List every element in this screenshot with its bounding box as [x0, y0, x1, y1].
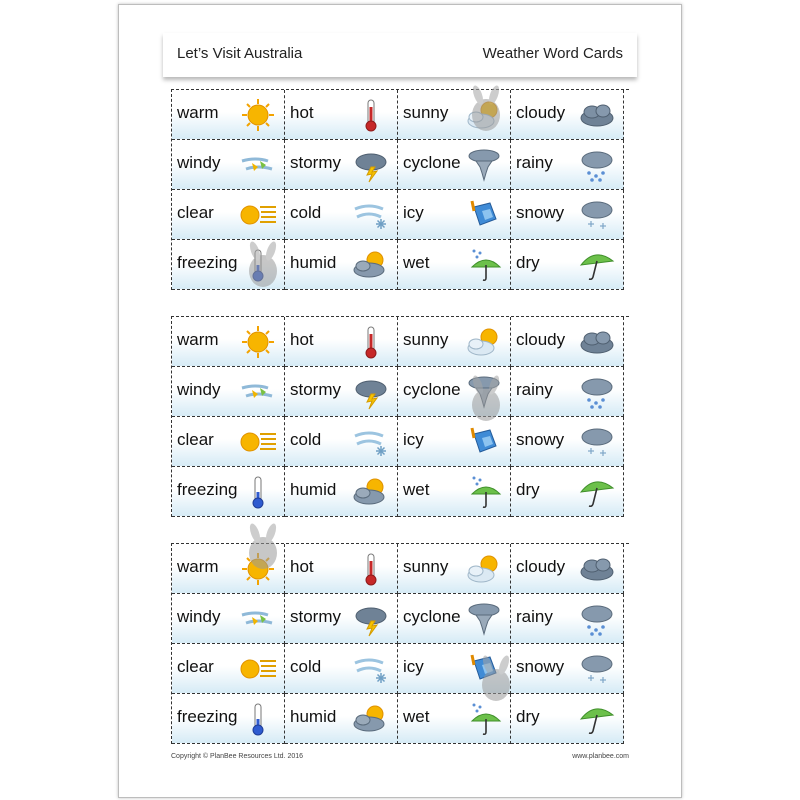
card-row — [172, 694, 629, 744]
word-card-clear — [172, 417, 285, 467]
storm-cloud-icon — [351, 601, 391, 637]
word-card-hot — [285, 90, 398, 140]
word-card-humid — [285, 240, 398, 290]
umbrella-rain-icon — [464, 474, 504, 510]
card-row — [172, 367, 629, 417]
card-word: wet — [403, 253, 430, 272]
storm-cloud-icon — [351, 147, 391, 183]
watermark-icon — [464, 375, 510, 429]
card-word: cold — [290, 657, 322, 676]
card-word: hot — [290, 103, 314, 122]
word-card-stormy — [285, 367, 398, 417]
snow-cloud-icon — [577, 424, 617, 460]
card-word: cyclone — [403, 607, 461, 626]
humid-cloud-icon — [351, 474, 391, 510]
watermark-icon — [464, 85, 510, 139]
word-card-wet — [398, 467, 511, 517]
word-card-humid — [285, 694, 398, 744]
word-card-clear — [172, 190, 285, 240]
card-word: rainy — [516, 380, 553, 399]
card-word: warm — [177, 330, 219, 349]
card-word: cyclone — [403, 153, 461, 172]
card-word: cloudy — [516, 103, 566, 122]
thermometer-hot-icon — [351, 97, 391, 133]
umbrella-icon — [577, 247, 617, 283]
humid-cloud-icon — [351, 247, 391, 283]
word-card-cloudy — [511, 544, 624, 594]
clear-sun-icon — [238, 651, 278, 687]
word-card-rainy — [511, 367, 624, 417]
card-row — [172, 417, 629, 467]
card-word: sunny — [403, 557, 449, 576]
card-word: clear — [177, 657, 214, 676]
card-word: windy — [177, 380, 221, 399]
card-set-1 — [171, 89, 629, 290]
card-word: icy — [403, 657, 424, 676]
word-card-rainy — [511, 140, 624, 190]
worksheet-page — [118, 4, 682, 798]
page-subtitle: Weather Word Cards — [482, 45, 623, 62]
card-word: dry — [516, 707, 540, 726]
word-card-cyclone — [398, 594, 511, 644]
dark-cloud-icon — [577, 551, 617, 587]
clear-sun-icon — [238, 197, 278, 233]
cold-wind-icon — [351, 651, 391, 687]
word-card-dry — [511, 240, 624, 290]
word-card-cold — [285, 190, 398, 240]
umbrella-icon — [577, 701, 617, 737]
umbrella-icon — [577, 474, 617, 510]
word-card-wet — [398, 240, 511, 290]
website-text: www.planbee.com — [572, 753, 629, 760]
card-word: warm — [177, 557, 219, 576]
card-word: cyclone — [403, 380, 461, 399]
snow-cloud-icon — [577, 651, 617, 687]
card-row — [172, 317, 629, 367]
card-word: wet — [403, 707, 430, 726]
card-word: rainy — [516, 153, 553, 172]
card-word: warm — [177, 103, 219, 122]
word-card-windy — [172, 140, 285, 190]
word-card-hot — [285, 544, 398, 594]
thermometer-hot-icon — [351, 324, 391, 360]
card-word: rainy — [516, 607, 553, 626]
word-card-snowy — [511, 644, 624, 694]
card-word: hot — [290, 330, 314, 349]
card-word: humid — [290, 480, 337, 499]
wind-icon — [238, 601, 278, 637]
word-card-cold — [285, 417, 398, 467]
tornado-icon — [464, 601, 504, 637]
card-row — [172, 90, 629, 140]
page-title: Let’s Visit Australia — [177, 45, 303, 62]
card-word: windy — [177, 153, 221, 172]
thermometer-cold-icon — [238, 474, 278, 510]
word-card-sunny — [398, 544, 511, 594]
card-set-2 — [171, 316, 629, 517]
card-word: sunny — [403, 103, 449, 122]
word-card-cold — [285, 644, 398, 694]
storm-cloud-icon — [351, 374, 391, 410]
ice-cube-icon — [464, 424, 504, 460]
card-word: stormy — [290, 380, 341, 399]
card-set-3 — [171, 543, 629, 744]
card-word: cloudy — [516, 330, 566, 349]
card-row — [172, 467, 629, 517]
card-word: humid — [290, 253, 337, 272]
card-word: freezing — [177, 707, 238, 726]
rain-cloud-icon — [577, 147, 617, 183]
humid-cloud-icon — [351, 701, 391, 737]
word-card-stormy — [285, 594, 398, 644]
cold-wind-icon — [351, 424, 391, 460]
word-card-freezing — [172, 467, 285, 517]
rain-cloud-icon — [577, 601, 617, 637]
card-word: cloudy — [516, 557, 566, 576]
tornado-icon — [464, 147, 504, 183]
card-row — [172, 190, 629, 240]
clear-sun-icon — [238, 424, 278, 460]
card-word: snowy — [516, 430, 565, 449]
card-word: icy — [403, 430, 424, 449]
card-word: freezing — [177, 480, 238, 499]
wind-icon — [238, 147, 278, 183]
sun-cloud-icon — [464, 324, 504, 360]
word-card-cloudy — [511, 90, 624, 140]
word-card-windy — [172, 594, 285, 644]
word-card-stormy — [285, 140, 398, 190]
card-word: clear — [177, 203, 214, 222]
card-word: cold — [290, 430, 322, 449]
card-word: freezing — [177, 253, 238, 272]
word-card-icy — [398, 190, 511, 240]
watermark-icon — [241, 241, 287, 295]
word-card-dry — [511, 694, 624, 744]
card-word: wet — [403, 480, 430, 499]
word-card-cloudy — [511, 317, 624, 367]
card-word: dry — [516, 480, 540, 499]
card-word: windy — [177, 607, 221, 626]
word-card-dry — [511, 467, 624, 517]
card-word: stormy — [290, 153, 341, 172]
word-card-clear — [172, 644, 285, 694]
card-word: hot — [290, 557, 314, 576]
watermark-icon — [241, 523, 287, 577]
card-word: snowy — [516, 203, 565, 222]
thermometer-hot-icon — [351, 551, 391, 587]
sun-icon — [238, 97, 278, 133]
word-card-snowy — [511, 417, 624, 467]
card-word: sunny — [403, 330, 449, 349]
word-card-windy — [172, 367, 285, 417]
card-word: stormy — [290, 607, 341, 626]
word-card-warm — [172, 90, 285, 140]
snow-cloud-icon — [577, 197, 617, 233]
card-word: humid — [290, 707, 337, 726]
word-card-humid — [285, 467, 398, 517]
card-word: snowy — [516, 657, 565, 676]
watermark-icon — [474, 655, 520, 709]
card-word: cold — [290, 203, 322, 222]
word-card-cyclone — [398, 140, 511, 190]
sun-icon — [238, 324, 278, 360]
cold-wind-icon — [351, 197, 391, 233]
header-band — [163, 33, 637, 77]
card-row — [172, 644, 629, 694]
sun-cloud-icon — [464, 551, 504, 587]
word-card-sunny — [398, 317, 511, 367]
card-word: clear — [177, 430, 214, 449]
word-card-rainy — [511, 594, 624, 644]
copyright-text: Copyright © PlanBee Resources Ltd. 2016 — [171, 753, 304, 760]
word-card-hot — [285, 317, 398, 367]
card-word: icy — [403, 203, 424, 222]
rain-cloud-icon — [577, 374, 617, 410]
umbrella-rain-icon — [464, 247, 504, 283]
word-card-freezing — [172, 694, 285, 744]
dark-cloud-icon — [577, 97, 617, 133]
thermometer-cold-icon — [238, 701, 278, 737]
card-word: dry — [516, 253, 540, 272]
word-card-snowy — [511, 190, 624, 240]
dark-cloud-icon — [577, 324, 617, 360]
ice-cube-icon — [464, 197, 504, 233]
card-row — [172, 594, 629, 644]
wind-icon — [238, 374, 278, 410]
card-row — [172, 140, 629, 190]
word-card-warm — [172, 317, 285, 367]
